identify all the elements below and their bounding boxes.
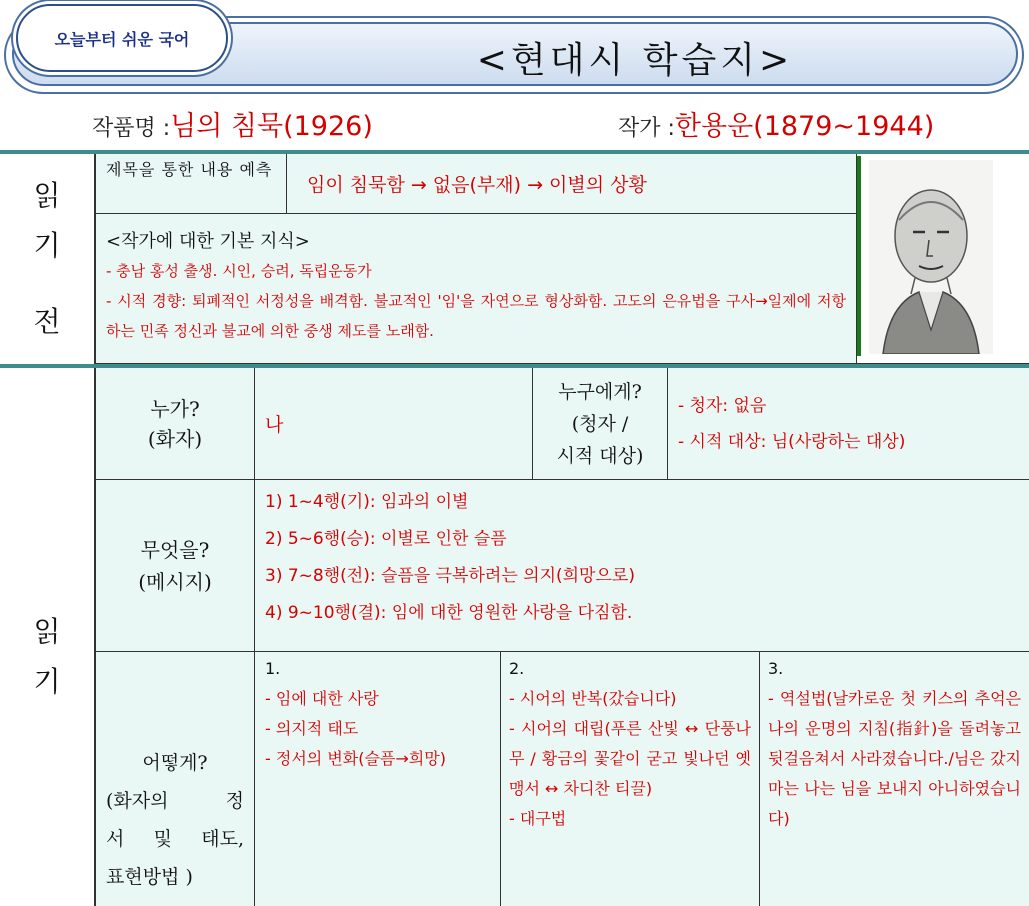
message-item-1: 1) 1~4행(기): 임과의 이별 [265,492,469,512]
to-whom-label-cell [533,368,668,480]
how-col2-cell [501,652,760,906]
how-col1-cell [255,652,501,906]
how-col3-cell [760,652,1029,906]
what-label: 무엇을? [140,537,210,562]
to-whom-sublabel1: (청자 / [571,412,629,435]
author-knowledge-line2: - 시적 경향: 퇴폐적인 서정성을 배격함. 불교적인 '임'을 자연으로 형상화함. 고도의 은유법을 구사→일제에 저항하는 민족 정신과 불교에 의한 중생 제도를 노래함. [106,292,846,340]
page-title: <현대시 학습지> [476,39,794,81]
speaker-value: 나 [265,414,284,436]
message-item-3: 3) 7~8행(전): 슬픔을 극복하려는 의지(희망으로) [265,566,635,586]
message-cell [255,480,1029,652]
how-col2-item-1: - 시어의 반복(갔습니다) [509,689,677,708]
how-label: 어떻게? [142,752,208,774]
how-col3-number: 3. [768,659,784,678]
work-title: 님의 침묵(1926) [170,111,373,142]
how-sublabel-3: 표현방법 ) [106,866,193,888]
how-sublabel-2: 서 및 태도, [106,828,244,850]
how-sublabel-1: (화자의 정 [106,790,244,812]
title-predict-label: 제목을 통한 내용 예측 [106,160,273,179]
what-label-cell [96,480,255,652]
work-label: 작품명 : [92,116,171,141]
what-sublabel: (메시지) [138,569,212,594]
message-item-2: 2) 5~6행(승): 이별로 인한 슬픔 [265,529,507,549]
author-knowledge-title: <작가에 대한 기본 지식> [106,231,310,252]
series-badge: 오늘부터 쉬운 국어 [16,4,228,72]
listener-value-cell [668,368,1029,480]
how-col3-text: - 역설법(날카로운 첫 키스의 추억은 나의 운명의 지침(指針)을 돌려놓고 뒷걸음쳐서 사라졌습니다./님은 갔지마는 나는 님을 보내지 아니하였습니다) [768,689,1021,828]
author-name: 한용운(1879~1944) [674,111,935,142]
listener-value: - 청자: 없음 [678,395,767,416]
author-portrait-frame [857,156,993,356]
title-predict-label-cell [96,154,287,214]
how-label-cell [96,652,255,906]
work-info [92,104,373,144]
author-label: 작가 : [618,116,675,141]
who-label-cell [96,368,255,480]
how-col1-item-3: - 정서의 변화(슬픔→희망) [265,749,446,768]
how-col1-item-2: - 의지적 태도 [265,719,359,738]
to-whom-label: 누구에게? [558,380,642,403]
title-predict-value: 임이 침묵함 → 없음(부재) → 이별의 상황 [307,174,647,196]
author-knowledge-cell [96,214,857,364]
title-predict-value-cell [287,154,857,214]
author-info [618,104,934,144]
to-whom-sublabel2: 시적 대상) [556,444,644,467]
who-label: 누가? [150,396,200,421]
section-reading: 읽 기 [0,368,96,906]
how-col1-number: 1. [265,659,281,678]
author-portrait-icon [869,160,993,354]
who-sublabel: (화자) [147,426,203,451]
poetic-object-value: - 시적 대상: 님(사랑하는 대상) [678,431,906,452]
speaker-value-cell [255,368,533,480]
how-col2-item-3: - 대구법 [509,809,567,828]
how-col2-number: 2. [509,659,525,678]
worksheet-table [0,150,1029,906]
author-knowledge-line1: - 충남 홍성 출생. 시인, 승려, 독립운동가 [106,262,372,280]
message-item-4: 4) 9~10행(결): 임에 대한 영원한 사랑을 다짐함. [265,603,633,623]
how-col2-item-2: - 시어의 대립(푸른 산빛 ↔ 단풍나무 / 황금의 꽃같이 굳고 빛나던 옛 맹서 ↔ 차디찬 티끌) [509,719,751,798]
how-col1-item-1: - 임에 대한 사랑 [265,689,379,708]
section-before-reading: 읽 기 전 [0,154,96,364]
